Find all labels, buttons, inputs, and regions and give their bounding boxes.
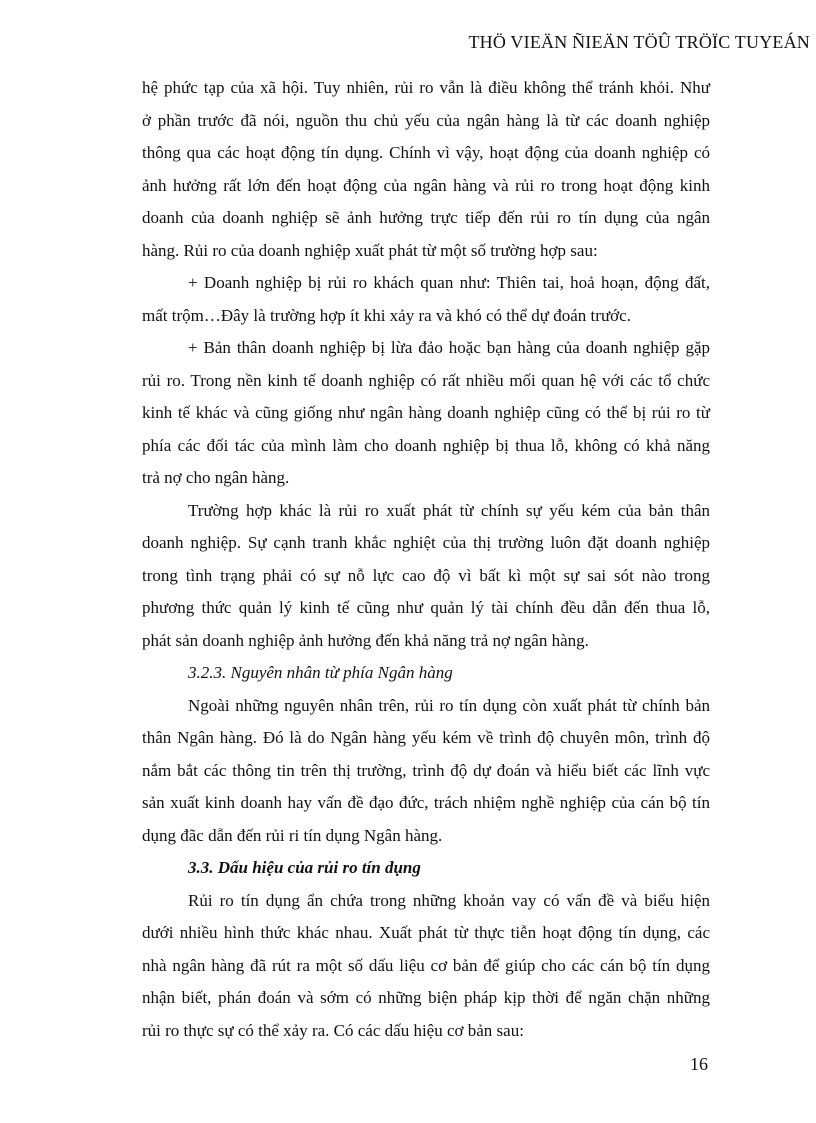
text-line: rủi ro thực sự có thể xảy ra. Có các dấu hiệu cơ bản sau: — [142, 1020, 524, 1040]
text-line: doanh nghiệp. Sự cạnh tranh khắc nghiệt của thị trường luôn đặt doanh nghiệp — [142, 533, 710, 552]
text-line: rủi ro. Trong nền kinh tế doanh nghiệp có rất nhiều mối quan hệ với các tổ chức — [142, 370, 710, 390]
text-line: + Doanh nghiệp bị rủi ro khách quan như: Thiên tai, hoả hoạn, động đất, — [188, 273, 710, 292]
text-line: phương thức quản lý kinh tế cũng như quản lý tài chính đều dẫn đến thua lỗ, — [142, 598, 710, 617]
text-line: Ngoài những nguyên nhân trên, rủi ro tín dụng còn xuất phát từ chính bản — [188, 695, 710, 715]
text-line: phía các đối tác của mình làm cho doanh nghiệp bị thua lỗ, không có khả năng — [142, 435, 710, 455]
text-line: doanh của doanh nghiệp sẽ ảnh hưởng trực tiếp đến rủi ro tín dụng của ngân — [142, 208, 710, 227]
paragraph — [142, 267, 710, 332]
text-line: kinh tế khác và cũng giống như ngân hàng doanh nghiệp cũng có thể bị rủi ro từ — [142, 403, 710, 422]
text-line: Rủi ro tín dụng ẩn chứa trong những khoản vay có vấn đề và biểu hiện — [188, 890, 710, 910]
text-line: phát sản doanh nghiệp ảnh hưởng đến khả năng trả nợ ngân hàng. — [142, 630, 589, 650]
text-line: thân Ngân hàng. Đó là do Ngân hàng yếu kém về trình độ chuyên môn, trình độ — [142, 728, 710, 747]
text-line: trong tình trạng phải có sự nỗ lực cao độ vì bất kì một sự sai sót nào trong — [142, 565, 710, 585]
text-line: dưới nhiều hình thức khác nhau. Xuất phát từ thực tiễn hoạt động tín dụng, các — [142, 923, 710, 942]
text-line: hệ phức tạp của xã hội. Tuy nhiên, rủi ro vẫn là điều không thể tránh khỏi. Như — [142, 78, 710, 97]
text-line: ảnh hưởng rất lớn đến hoạt động của ngân hàng và rủi ro trong hoạt động kinh — [142, 175, 710, 195]
paragraph — [142, 885, 710, 1048]
text-line: sản xuất kinh doanh hay vấn đề đạo đức, trách nhiệm nghề nghiệp của cán bộ tín — [142, 793, 710, 812]
text-line: nhà ngân hàng đã rút ra một số dấu liệu cơ bản để giúp cho các cán bộ tín dụng — [142, 955, 710, 975]
page-header: THÖ VIEÄN ÑIEÄN TÖÛ TRÖÏC TUYEÁN — [468, 32, 810, 52]
paragraph — [142, 495, 710, 658]
heading-text: 3.2.3. Nguyên nhân từ phía Ngân hàng — [188, 663, 453, 682]
text-line: Trường hợp khác là rủi ro xuất phát từ chính sự yếu kém của bản thân — [188, 500, 710, 520]
text-line: dụng đãc dẫn đến rủi ri tín dụng Ngân hàng. — [142, 825, 443, 845]
page-number: 16 — [690, 1054, 708, 1074]
paragraph — [142, 72, 710, 267]
text-line: hàng. Rủi ro của doanh nghiệp xuất phát từ một số trường hợp sau: — [142, 240, 598, 260]
document-body — [142, 72, 710, 1047]
text-line: mất trộm…Đây là trường hợp ít khi xảy ra và khó có thể dự đoán trước. — [142, 305, 631, 325]
text-line: trả nợ cho ngân hàng. — [142, 468, 290, 487]
text-line: nhận biết, phán đoán và sớm có những biện pháp kịp thời để ngăn chặn những — [142, 988, 710, 1007]
text-line: ở phần trước đã nói, nguồn thu chủ yếu của ngân hàng là từ các doanh nghiệp — [142, 110, 710, 130]
heading-text: 3.3. Dấu hiệu của rủi ro tín dụng — [188, 858, 421, 877]
paragraph — [142, 332, 710, 495]
text-line: nắm bắt các thông tin trên thị trường, trình độ dự đoán và hiểu biết các lĩnh vực — [142, 760, 710, 780]
text-line: thông qua các hoạt động tín dụng. Chính vì vậy, hoạt động của doanh nghiệp có — [142, 143, 710, 162]
text-line: + Bản thân doanh nghiệp bị lừa đảo hoặc bạn hàng của doanh nghiệp gặp — [188, 338, 710, 357]
paragraph — [142, 690, 710, 853]
section-heading-3-3 — [142, 852, 710, 885]
section-heading-3-2-3 — [142, 657, 710, 690]
